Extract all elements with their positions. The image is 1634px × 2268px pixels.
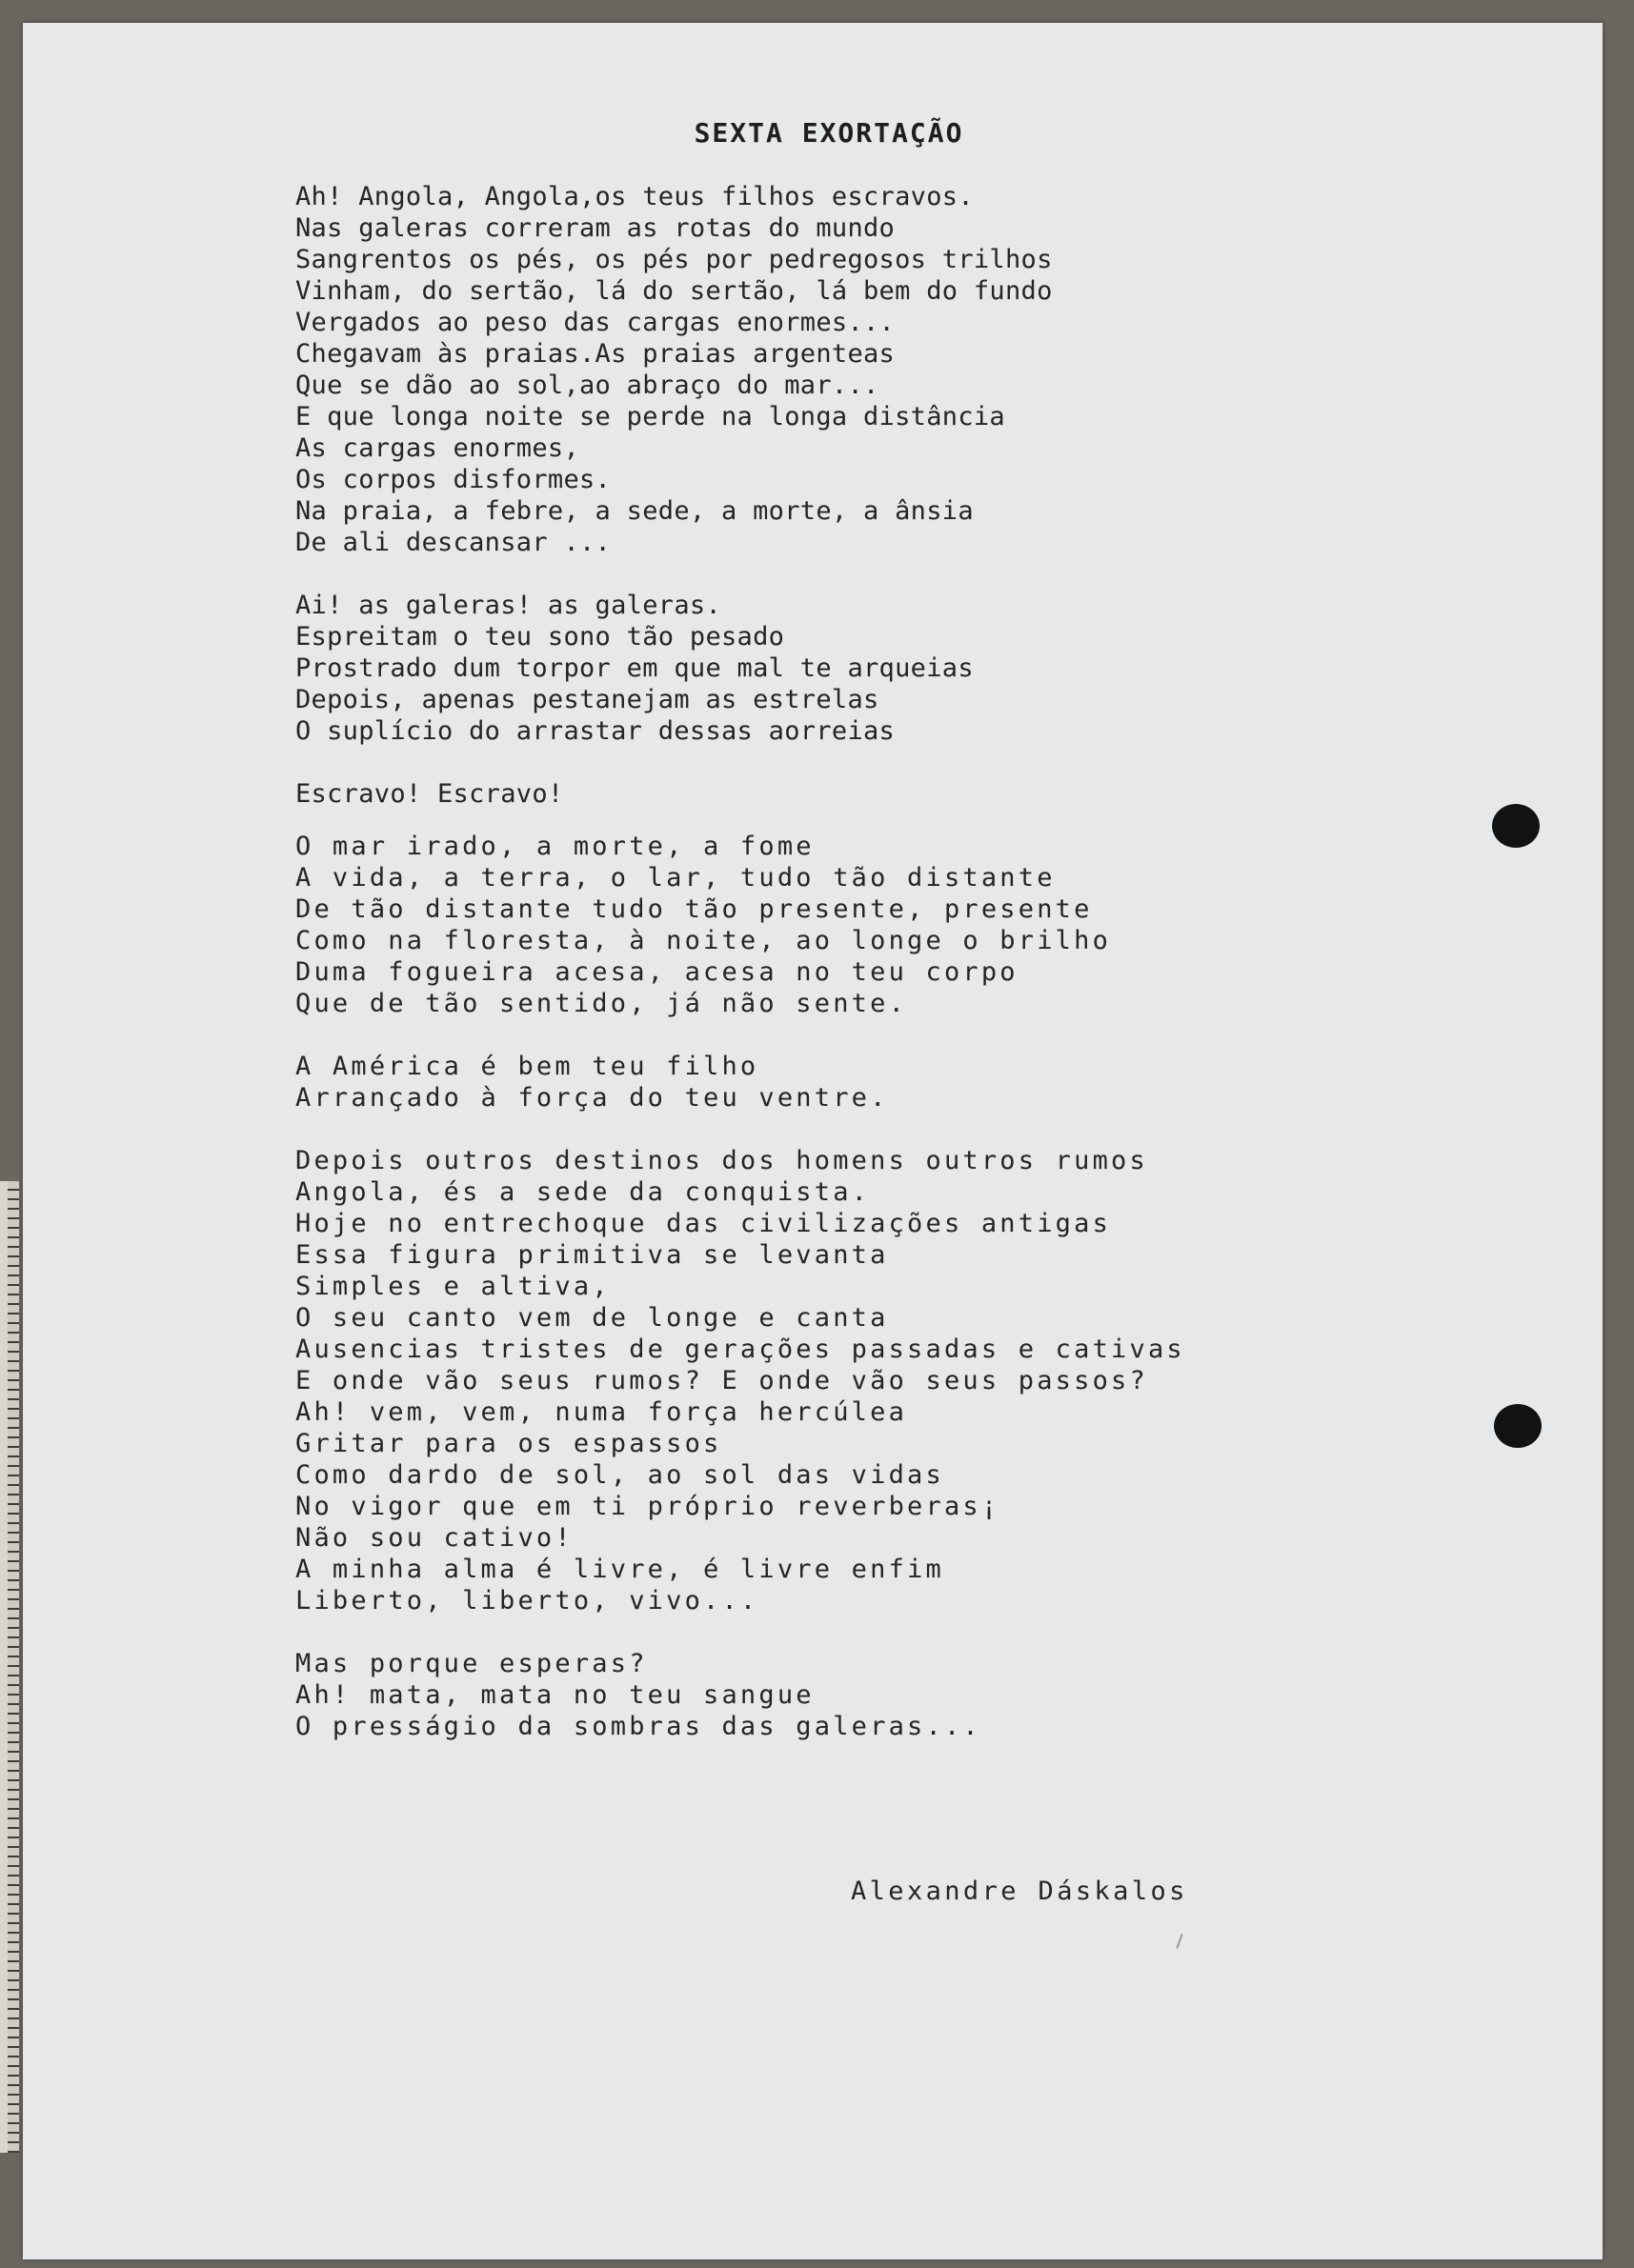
poem-line: A América é bem teu filho <box>295 1052 759 1081</box>
stanza <box>295 1145 1248 1616</box>
stanza <box>295 181 1248 558</box>
poem-line: O suplício do arrastar dessas aorreias <box>295 716 896 746</box>
ruler-edge <box>0 1181 8 2153</box>
poem-line: Essa figura primitiva se levanta <box>295 1240 889 1270</box>
poem-line: E que longa noite se perde na longa distância <box>295 402 1005 432</box>
poem-line: Liberto, liberto, vivo... <box>295 1586 759 1616</box>
poem-line: Escravo! Escravo! <box>295 779 564 809</box>
poem-line: Chegavam às praias.As praias argenteas <box>295 339 896 369</box>
poem-line: Vinham, do sertão, lá do sertão, lá bem do fundo <box>295 276 1053 306</box>
poem-line: De tão distante tudo tão presente, presente <box>295 894 1093 924</box>
poem-line: Depois, apenas pestanejam as estrelas <box>295 685 879 714</box>
stanza <box>295 1648 1248 1742</box>
poem-line: Que de tão sentido, já não sente. <box>295 989 908 1018</box>
stanza <box>295 831 1248 1019</box>
poem-title: SEXTA EXORTAÇÃO <box>694 117 964 149</box>
poem-line: Como na floresta, à noite, ao longe o brilho <box>295 926 1112 955</box>
stanza <box>295 590 1248 747</box>
poem-line: E onde vão seus rumos? E onde vão seus passos? <box>295 1366 1148 1395</box>
poem-line: Ausencias tristes de gerações passadas e cativas <box>295 1335 1185 1364</box>
stanza <box>295 1051 1248 1114</box>
poem-line: O mar irado, a morte, a fome <box>295 832 815 861</box>
poem-line: Angola, és a sede da conquista. <box>295 1177 871 1207</box>
poem-line: As cargas enormes, <box>295 433 579 463</box>
poem-body <box>295 181 1248 1742</box>
punch-hole-icon <box>1494 1404 1542 1448</box>
poem-line: Que se dão ao sol,ao abraço do mar... <box>295 371 879 400</box>
poem-line: De ali descansar ... <box>295 528 612 557</box>
poem-line: A minha alma é livre, é livre enfim <box>295 1555 944 1584</box>
poem-line: O seu canto vem de longe e canta <box>295 1303 889 1333</box>
poem-line: O presságio da sombras das galeras... <box>295 1712 981 1741</box>
poem-line: Como dardo de sol, ao sol das vidas <box>295 1460 944 1490</box>
poem-line: Duma fogueira acesa, acesa no teu corpo <box>295 957 1019 987</box>
poem-line: Mas porque esperas? <box>295 1649 648 1678</box>
poem-line: No vigor que em ti próprio reverberas¡ <box>295 1492 1000 1521</box>
poem-line: Os corpos disformes. <box>295 465 612 494</box>
poem-line: Na praia, a febre, a sede, a morte, a ânsia <box>295 496 974 526</box>
poem-line: Simples e altiva, <box>295 1272 611 1301</box>
poem-line: Ah! mata, mata no teu sangue <box>295 1680 815 1710</box>
poem-line: Ah! vem, vem, numa força hercúlea <box>295 1397 908 1427</box>
poem-line: Prostrado dum torpor em que mal te arqueias <box>295 653 974 683</box>
poem-line: Ai! as galeras! as galeras. <box>295 591 721 620</box>
punch-hole-icon <box>1492 804 1540 848</box>
poem-line: Gritar para os espassos <box>295 1429 722 1458</box>
poem-line: Nas galeras correram as rotas do mundo <box>295 213 896 243</box>
author-signature: Alexandre Dáskalos <box>851 1877 1188 1906</box>
poem-line: Hoje no entrechoque das civilizações antigas <box>295 1209 1112 1238</box>
poem-line: Sangrentos os pés, os pés por pedregosos trilhos <box>295 245 1053 274</box>
poem-line: A vida, a terra, o lar, tudo tão distante <box>295 863 1056 893</box>
poem-line: Depois outros destinos dos homens outros rumos <box>295 1146 1148 1175</box>
poem-line: Não sou cativo! <box>295 1523 574 1553</box>
poem-line: Espreitam o teu sono tão pesado <box>295 622 785 652</box>
stanza <box>295 778 1248 810</box>
poem-line: Vergados ao peso das cargas enormes... <box>295 308 896 337</box>
poem-line: Ah! Angola, Angola,os teus filhos escravos. <box>295 182 974 211</box>
poem-line: Arrançado à força do teu ventre. <box>295 1083 889 1113</box>
